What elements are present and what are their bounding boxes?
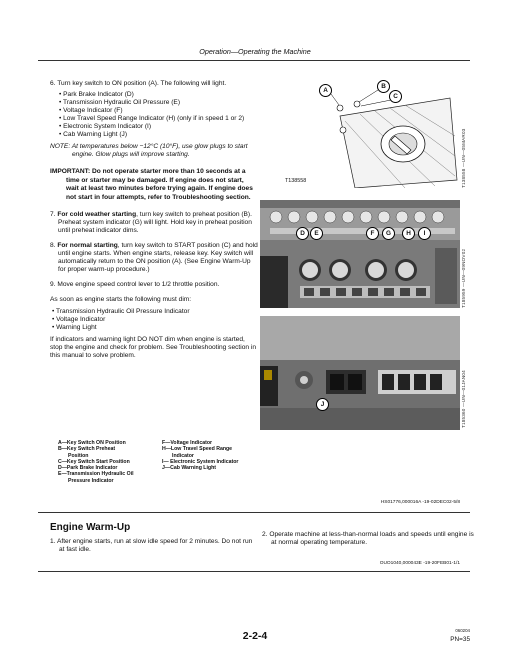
section-reference: HS01776,000016A -19-02DEC02-5/8: [380, 500, 460, 505]
left-column: [50, 80, 258, 360]
list-item: • Park Brake Indicator (D): [59, 91, 134, 99]
warmup-step-1: 1. After engine starts, run at slow idle speed for 2 minutes. Do not run at fast idle.: [50, 538, 253, 554]
cab-warning-photo: [260, 316, 460, 430]
warmup-step-2: 2. Operate machine at less-than-normal loads and speeds until engine is at normal operating temperature.: [262, 531, 474, 547]
legend-item: Pressure Indicator: [68, 477, 114, 484]
footer-code: 060204: [455, 628, 470, 633]
legend-right: [162, 440, 262, 471]
important-text: Do not operate starter more than 10 seconds at a time or starter may be damaged. If engine does not start, wait at least two minutes before trying again. If engine does not start in four attempts, refer to Troubleshooting section.: [66, 168, 253, 202]
step-text: , turn key switch to preheat position (B). Preheat system indicator (G) will light. Hold key in preheat position until preheat indicator dims.: [58, 210, 252, 234]
callout-a: A: [319, 84, 332, 97]
legend-item: Position: [68, 452, 89, 459]
header-rule: [38, 60, 470, 61]
dim-intro: As soon as engine starts the following must dim:: [50, 296, 192, 304]
section-rule: [38, 512, 470, 513]
figure-instrument-panel: [260, 200, 460, 308]
legend-item: C—Key Switch Start Position: [58, 458, 130, 465]
figure-side-code: T185360 —UN—01JAN04: [461, 370, 466, 428]
legend-item: B—Key Switch Preheat: [58, 446, 116, 453]
callout-c: C: [389, 90, 402, 103]
step-number: 7.: [50, 210, 56, 218]
legend-item: D—Park Brake Indicator: [58, 465, 118, 472]
legend-left: [58, 440, 158, 484]
callout-h: H: [402, 227, 415, 240]
step-6: 6. Turn key switch to ON position (A). The following will light.: [50, 80, 227, 87]
key-switch-illustration: [285, 76, 460, 188]
callout-j: J: [316, 398, 329, 411]
dim-list: [50, 308, 258, 332]
callout-b: B: [377, 80, 390, 93]
step-lead: For cold weather starting: [57, 210, 137, 218]
legend-item: I— Electronic System Indicator: [162, 458, 239, 465]
callout-f: F: [366, 227, 379, 240]
page-number: 2-2-4: [242, 630, 268, 642]
section-reference: OUO1040,000043E -19-20FEB01-1/1: [379, 561, 460, 566]
running-header: Operation—Operating the Machine: [199, 47, 311, 56]
callout-d: D: [296, 227, 309, 240]
instrument-panel-photo: [260, 200, 460, 308]
list-item: • Warning Light: [52, 323, 97, 331]
legend-item: H—Low Travel Speed Range: [162, 446, 233, 453]
step-text: , turn key switch to START position (C) and hold until engine starts. When engine starts, release key. Key switch will automatically return to the ON position (A). (See Engine Warm-Up for proper warm-up procedure.): [58, 241, 258, 274]
figure-side-code: T185959 —UN—09NOV02: [461, 248, 466, 308]
figure-cab-warning: [260, 316, 460, 430]
list-item: • Cab Warning Light (J): [59, 131, 128, 139]
step-number: 8.: [50, 241, 56, 249]
important-block: [50, 168, 258, 202]
section-title: Engine Warm-Up: [50, 522, 131, 533]
list-item: • Voltage Indicator: [52, 315, 106, 323]
step-8: [50, 242, 258, 274]
step-6-list: [50, 91, 258, 139]
legend-item: Indicator: [172, 452, 194, 459]
dim-note: If indicators and warning light DO NOT dim when engine is started, stop the engine and check for problem. See Troubleshooting section in this manual to solve problem.: [50, 335, 257, 359]
list-item: • Transmission Hydraulic Oil Pressure Indicator: [52, 307, 190, 315]
legend-item: F—Voltage Indicator: [162, 440, 213, 446]
list-item: • Transmission Hydraulic Oil Pressure (E): [59, 99, 181, 107]
legend-item: E—Transmission Hydraulic Oil: [58, 471, 134, 478]
list-item: • Electronic System Indicator (I): [59, 123, 152, 131]
legend-item: J—Cab Warning Light: [162, 465, 216, 472]
list-item: • Low Travel Speed Range Indicator (H) (only if in speed 1 or 2): [59, 115, 245, 123]
step-7: [50, 211, 258, 235]
legend-item: A—Key Switch ON Position: [58, 440, 126, 446]
step-9: 9. Move engine speed control lever to 1/2 throttle position.: [50, 281, 220, 289]
figure-side-code: T138558 —UN—05MAR03: [461, 128, 466, 188]
figure-code: T138558: [285, 178, 307, 184]
callout-i: I: [418, 227, 431, 240]
note: NOTE: At temperatures below −12°C (10°F), use glow plugs to start engine. Glow plugs will improve starting.: [50, 143, 248, 159]
step-lead: For normal starting: [57, 241, 118, 249]
callout-g: G: [382, 227, 395, 240]
figure-key-switch: [285, 76, 460, 188]
list-item: • Voltage Indicator (F): [59, 107, 123, 115]
section-rule: [38, 571, 470, 572]
important-label: IMPORTANT:: [50, 168, 91, 176]
footer-pn: PN=35: [450, 636, 470, 643]
callout-e: E: [310, 227, 323, 240]
